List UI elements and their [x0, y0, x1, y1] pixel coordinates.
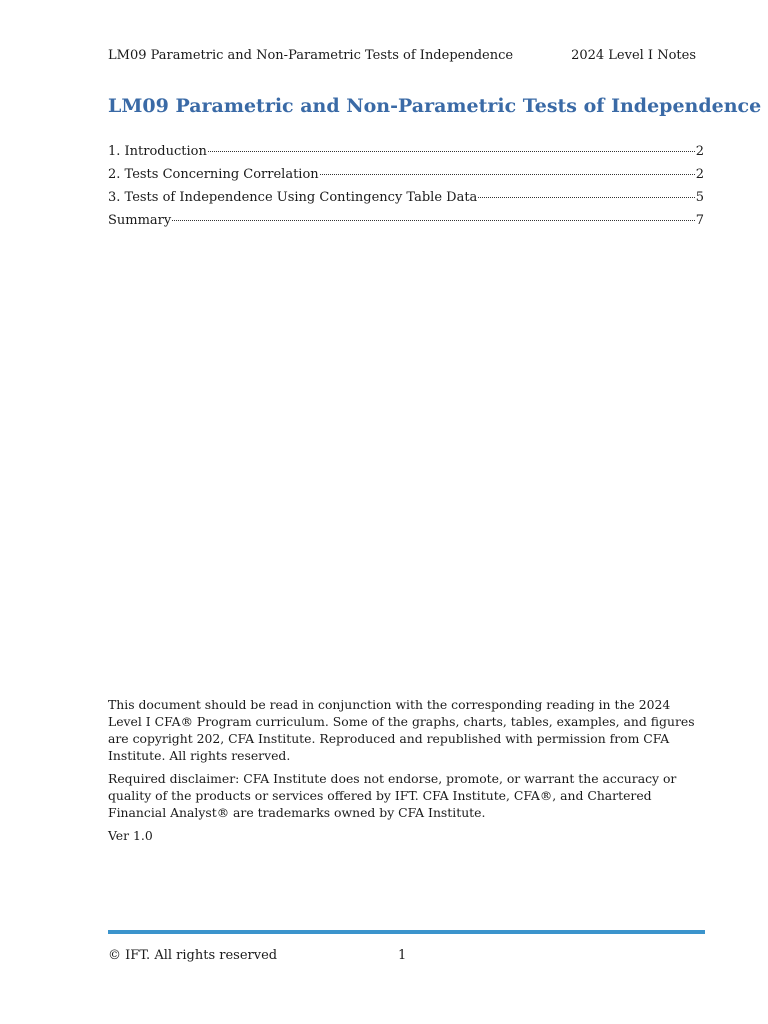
copyright-notice: © IFT. All rights reserved [108, 948, 278, 963]
toc-entry-page: 5 [695, 190, 704, 205]
toc-entry-page: 2 [695, 167, 704, 182]
required-disclaimer: Required disclaimer: CFA Institute does not endorse, promote, or warrant the accuracy or quality of the products or services offered by IFT. CFA Institute, CFA®, and Chartered Financial Analyst® are trademarks owned by CFA Institute. [108, 771, 677, 820]
toc-entry-label: 3. Tests of Independence Using Contingency Table Data [108, 190, 478, 205]
footer-divider [108, 930, 705, 934]
document-title: LM09 Parametric and Non-Parametric Tests of Independence [108, 95, 762, 117]
toc-entry-summary[interactable] [108, 212, 704, 235]
disclaimer-block [108, 696, 704, 850]
toc-entry-tests-concerning-correlation[interactable] [108, 166, 704, 189]
version-label: Ver 1.0 [108, 828, 153, 843]
toc-dot-leader [172, 220, 694, 221]
toc-entry-label: 1. Introduction [108, 144, 207, 159]
toc-entry-label: 2. Tests Concerning Correlation [108, 167, 319, 182]
toc-entry-label: Summary [108, 213, 172, 228]
toc-entry-introduction[interactable] [108, 143, 704, 166]
toc-entry-tests-of-independence[interactable] [108, 189, 704, 212]
running-header [108, 47, 696, 65]
toc-entry-page: 2 [695, 144, 704, 159]
toc-entry-page: 7 [695, 213, 704, 228]
running-header-level: 2024 Level I Notes [571, 48, 696, 63]
toc-dot-leader [478, 197, 694, 198]
table-of-contents [108, 143, 704, 235]
curriculum-notice: This document should be read in conjunction with the corresponding reading in the 2024 Level I CFA® Program curriculum. Some of the graphs, charts, tables, examples, and figures are copyright 202, CFA Institute. Reproduced and republished with permission from CFA Institute. All rights reserved. [108, 697, 695, 763]
running-header-title: LM09 Parametric and Non-Parametric Tests of Independence [108, 48, 514, 63]
toc-dot-leader [208, 151, 695, 152]
page-number: 1 [398, 948, 407, 963]
toc-dot-leader [320, 174, 695, 175]
